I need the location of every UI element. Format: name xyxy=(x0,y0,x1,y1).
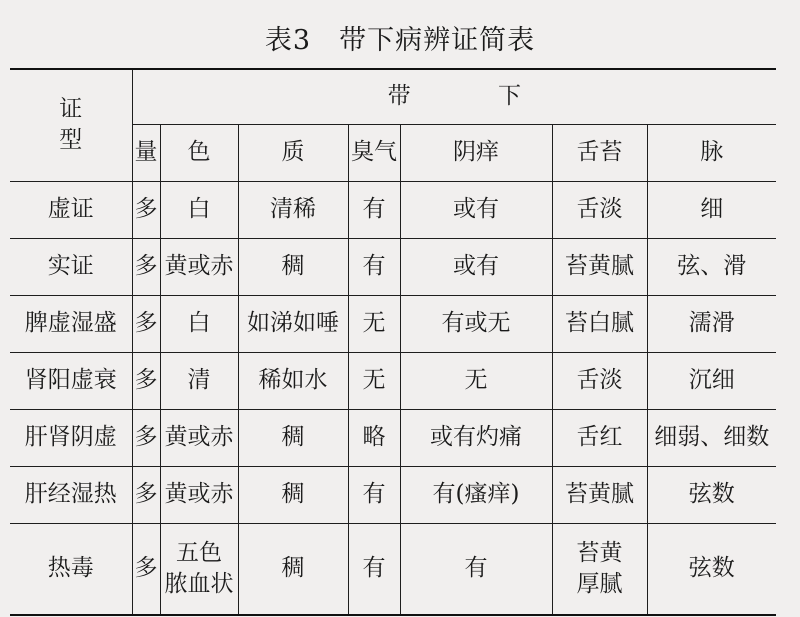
amount-cell: 多 xyxy=(132,466,160,523)
syndrome-type-cell: 热毒 xyxy=(10,523,132,615)
tongue-coating-cell: 舌淡 xyxy=(552,181,647,238)
header-leukorrhea-group: 带 下 xyxy=(132,69,776,124)
tongue-coating-cell: 苔白腻 xyxy=(552,295,647,352)
vulvar-itching-cell: 有或无 xyxy=(400,295,552,352)
texture-cell: 清稀 xyxy=(238,181,348,238)
table-row xyxy=(10,409,776,466)
syndrome-table xyxy=(10,68,776,616)
vulvar-itching-cell: 或有 xyxy=(400,181,552,238)
column-header-texture: 质 xyxy=(238,124,348,181)
color-cell: 黄或赤 xyxy=(160,238,238,295)
pulse-cell: 沉细 xyxy=(647,352,776,409)
amount-cell: 多 xyxy=(132,523,160,615)
syndrome-type-cell: 脾虚湿盛 xyxy=(10,295,132,352)
vulvar-itching-cell: 有 xyxy=(400,523,552,615)
pulse-cell: 细 xyxy=(647,181,776,238)
amount-cell: 多 xyxy=(132,295,160,352)
odor-cell: 有 xyxy=(348,523,400,615)
amount-cell: 多 xyxy=(132,181,160,238)
column-header-amount: 量 xyxy=(132,124,160,181)
tongue-coating-cell: 舌淡 xyxy=(552,352,647,409)
amount-cell: 多 xyxy=(132,238,160,295)
tongue-coating-cell: 苔黄腻 xyxy=(552,238,647,295)
table-number: 表3 xyxy=(264,25,312,56)
pulse-cell: 弦、滑 xyxy=(647,238,776,295)
column-header-vulvar-itching: 阴痒 xyxy=(400,124,552,181)
pulse-cell: 弦数 xyxy=(647,466,776,523)
amount-cell: 多 xyxy=(132,352,160,409)
color-cell: 黄或赤 xyxy=(160,409,238,466)
color-cell: 五色 脓血状 xyxy=(160,523,238,615)
texture-cell: 稀如水 xyxy=(238,352,348,409)
vulvar-itching-cell: 或有灼痛 xyxy=(400,409,552,466)
vulvar-itching-cell: 有(瘙痒) xyxy=(400,466,552,523)
table-row xyxy=(10,181,776,238)
table-row xyxy=(10,295,776,352)
amount-cell: 多 xyxy=(132,409,160,466)
vulvar-itching-cell: 无 xyxy=(400,352,552,409)
pulse-cell: 细弱、细数 xyxy=(647,409,776,466)
table-title xyxy=(0,18,800,57)
pulse-cell: 弦数 xyxy=(647,523,776,615)
syndrome-type-cell: 肝肾阴虚 xyxy=(10,409,132,466)
odor-cell: 有 xyxy=(348,181,400,238)
syndrome-type-cell: 虚证 xyxy=(10,181,132,238)
tongue-coating-cell: 苔黄腻 xyxy=(552,466,647,523)
odor-cell: 有 xyxy=(348,466,400,523)
pulse-cell: 濡滑 xyxy=(647,295,776,352)
table-row xyxy=(10,238,776,295)
color-cell: 黄或赤 xyxy=(160,466,238,523)
syndrome-type-cell: 肾阳虚衰 xyxy=(10,352,132,409)
vulvar-itching-cell: 或有 xyxy=(400,238,552,295)
texture-cell: 稠 xyxy=(238,466,348,523)
column-header-odor: 臭气 xyxy=(348,124,400,181)
texture-cell: 如涕如唾 xyxy=(238,295,348,352)
odor-cell: 无 xyxy=(348,295,400,352)
color-cell: 白 xyxy=(160,181,238,238)
column-header-tongue-coating: 舌苔 xyxy=(552,124,647,181)
column-header-pulse: 脉 xyxy=(647,124,776,181)
odor-cell: 无 xyxy=(348,352,400,409)
table-row xyxy=(10,523,776,615)
table-caption: 带下病辨证简表 xyxy=(339,25,536,56)
table-body xyxy=(10,181,776,615)
odor-cell: 有 xyxy=(348,238,400,295)
table-row xyxy=(10,466,776,523)
texture-cell: 稠 xyxy=(238,238,348,295)
column-header-color: 色 xyxy=(160,124,238,181)
color-cell: 清 xyxy=(160,352,238,409)
texture-cell: 稠 xyxy=(238,523,348,615)
tongue-coating-cell: 苔黄 厚腻 xyxy=(552,523,647,615)
syndrome-type-cell: 实证 xyxy=(10,238,132,295)
tongue-coating-cell: 舌红 xyxy=(552,409,647,466)
color-cell: 白 xyxy=(160,295,238,352)
odor-cell: 略 xyxy=(348,409,400,466)
table-row xyxy=(10,352,776,409)
texture-cell: 稠 xyxy=(238,409,348,466)
header-syndrome-type: 证 型 xyxy=(10,69,132,181)
syndrome-type-cell: 肝经湿热 xyxy=(10,466,132,523)
